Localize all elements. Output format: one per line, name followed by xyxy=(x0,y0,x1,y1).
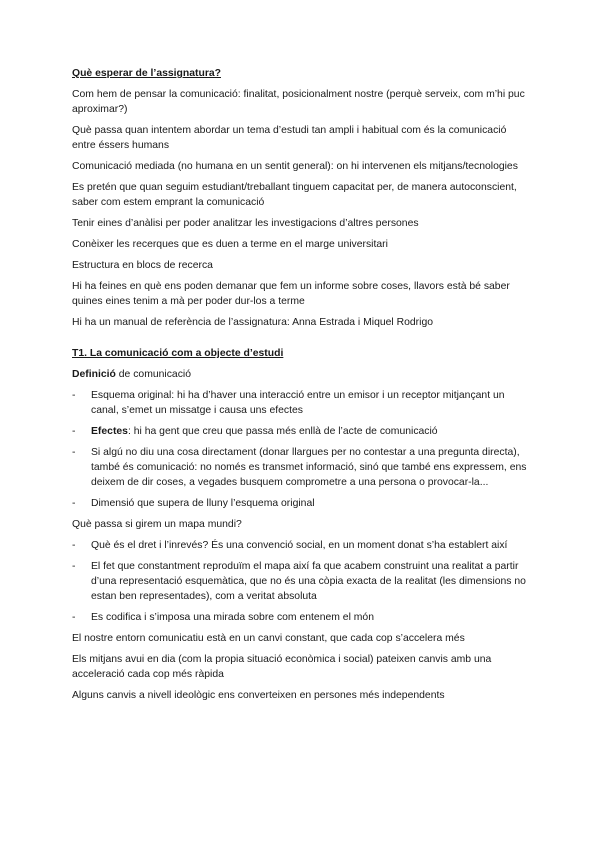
paragraph: El nostre entorn comunicatiu està en un canvi constant, que cada cop s’accelera més xyxy=(72,633,465,644)
section-heading-expectations: Què esperar de l’assignatura? xyxy=(72,68,221,79)
list-item: - Esquema original: hi ha d’haver una interacció entre un emisor i un receptor mitjançant un canal, s’emet un missatge i causa uns efectes xyxy=(72,388,528,418)
paragraph: Els mitjans avui en dia (com la propia situació econòmica i social) pateixen canvis amb una acceleració cada cop més ràpida xyxy=(72,654,492,680)
paragraph: Què passa quan intentem abordar un tema d’estudi tan ampli i habitual com és la comunicació entre éssers humans xyxy=(72,125,507,151)
definition-rest: de comunicació xyxy=(115,369,191,380)
effects-rest: : hi ha gent que creu que passa més enllà de l’acte de comunicació xyxy=(127,426,438,437)
paragraph: Comunicació mediada (no humana en un sentit general): on hi intervenen els mitjans/tecnologies xyxy=(72,161,518,172)
section-heading-t1: T1. La comunicació com a objecte d’estudi xyxy=(72,348,284,359)
document-page xyxy=(72,66,528,709)
paragraph: Alguns canvis a nivell ideològic ens converteixen en persones més independents xyxy=(72,690,445,701)
list-item: - Dimensió que supera de lluny l’esquema original xyxy=(72,496,528,511)
paragraph: Hi ha un manual de referència de l’assignatura: Anna Estrada i Miquel Rodrigo xyxy=(72,317,433,328)
definition-line xyxy=(72,367,528,382)
paragraph: Com hem de pensar la comunicació: finalitat, posicionalment nostre (perquè serveix, com m’hi puc aproximar?) xyxy=(72,89,525,115)
paragraph: Conèixer les recerques que es duen a terme en el marge universitari xyxy=(72,239,388,250)
paragraph: Hi ha feines en què ens poden demanar que fem un informe sobre coses, llavors està bé saber quines eines tenim a mà per poder dur-los a terme xyxy=(72,281,510,307)
paragraph: Estructura en blocs de recerca xyxy=(72,260,213,271)
map-list xyxy=(72,538,528,625)
list-item: - Es codifica i s’imposa una mirada sobre com entenem el món xyxy=(72,610,528,625)
list-item: - Si algú no diu una cosa directament (donar llargues per no contestar a una pregunta directa), també és comunicació: no només es transmet informació, sinó que també ens expressem, ens deixem de dir coses, a vegades busquem comprometre a una persona o provocar-la... xyxy=(72,445,528,490)
effects-bold: Efectes xyxy=(91,426,128,437)
list-item: - El fet que constantment reproduïm el mapa així fa que acabem construint una realitat a partir d’una representació esquemàtica, que no és una còpia exacta de la realitat (les dimensions no estan ben representades), com a veritat absoluta xyxy=(72,559,528,604)
list-item: - Què és el dret i l’inrevés? És una convenció social, en un moment donat s’ha establert així xyxy=(72,538,528,553)
paragraph: Es pretén que quan seguim estudiant/treballant tinguem capacitat per, de manera autoconscient, saber com estem emprant la comunicació xyxy=(72,182,517,208)
map-question: Què passa si girem un mapa mundi? xyxy=(72,519,242,530)
definition-bold: Definició xyxy=(72,369,116,380)
list-item xyxy=(72,424,528,439)
paragraph: Tenir eines d’anàlisi per poder analitzar les investigacions d’altres persones xyxy=(72,218,419,229)
definition-list xyxy=(72,388,528,511)
